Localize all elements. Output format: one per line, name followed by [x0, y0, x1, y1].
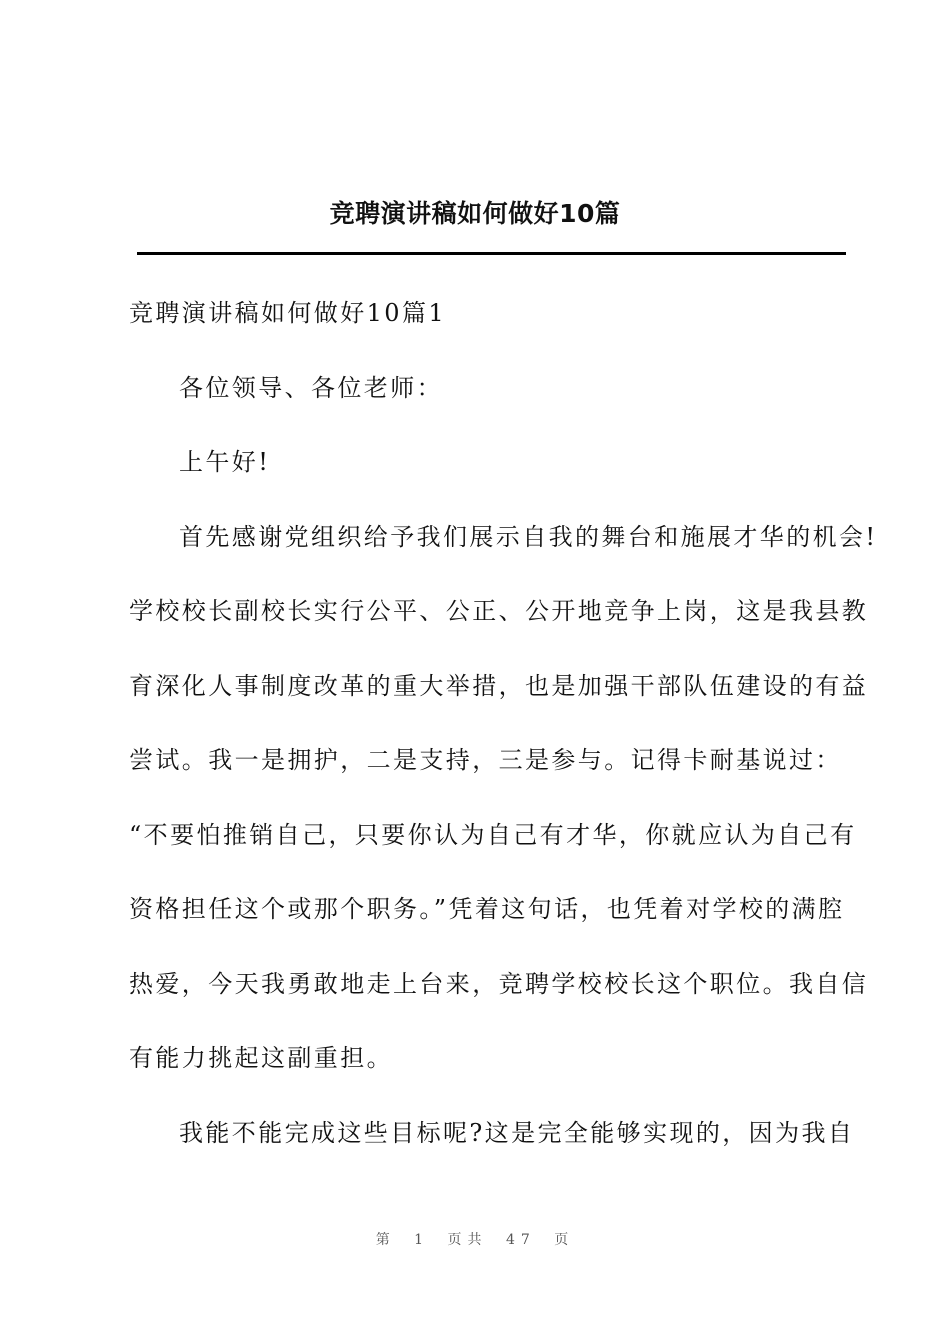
title-divider: [137, 252, 846, 255]
document-title: 竞聘演讲稿如何做好10篇: [329, 199, 621, 228]
footer-middle: 页共: [447, 1232, 488, 1248]
salutation-line: 各位领导、各位老师：: [179, 373, 443, 402]
paragraph-line: 育深化人事制度改革的重大举措，也是加强干部队伍建设的有益: [129, 671, 869, 700]
paragraph-line: 有能力挑起这副重担。: [129, 1044, 393, 1072]
paragraph-line: 学校校长副校长实行公平、公正、公开地竞争上岗，这是我县教: [129, 597, 869, 625]
page-number: 1: [414, 1232, 430, 1248]
footer-suffix: 页: [554, 1232, 575, 1248]
paragraph-line: 尝试。我一是拥护，二是支持，三是参与。记得卡耐基说过：: [129, 746, 842, 774]
paragraph-line: “不要怕推销自己，只要你认为自己有才华，你就应认为自己有: [129, 820, 857, 849]
paragraph-line: 热爱，今天我勇敢地走上台来，竞聘学校校长这个职位。我自信: [129, 969, 869, 998]
paragraph-line: 资格担任这个或那个职务。”凭着这句话，也凭着对学校的满腔: [129, 895, 845, 923]
section-heading: 竞聘演讲稿如何做好10篇1: [129, 299, 447, 327]
total-pages: 47: [506, 1232, 536, 1248]
paragraph-line: 我能不能完成这些目标呢?这是完全能够实现的，因为我自: [179, 1118, 855, 1147]
page-footer: [0, 1229, 950, 1249]
greeting-line: 上午好!: [179, 448, 271, 476]
document-body: [129, 276, 878, 1170]
footer-prefix: 第: [375, 1232, 396, 1248]
paragraph-line: 首先感谢党组织给予我们展示自我的舞台和施展才华的机会!: [179, 522, 878, 551]
